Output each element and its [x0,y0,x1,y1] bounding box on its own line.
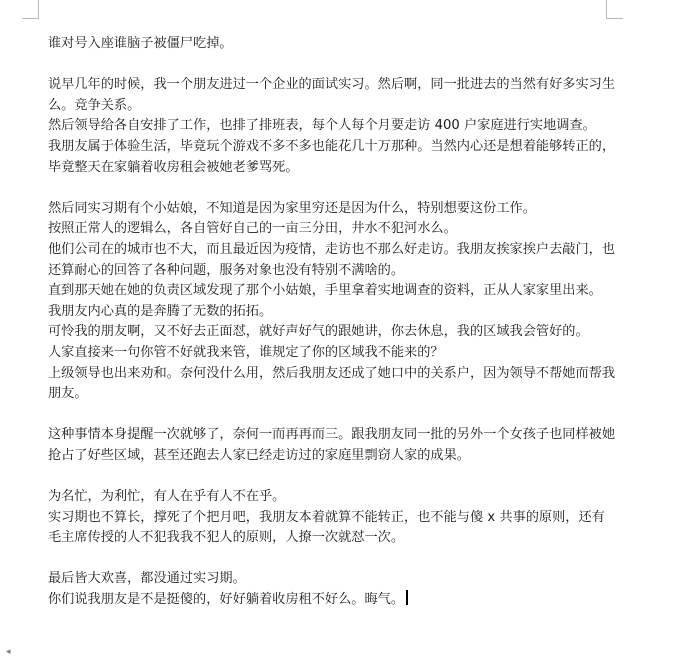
empty-paragraph[interactable] [48,405,618,426]
paragraph[interactable]: 然后领导给各自安排了工作，也排了排班表，每个人每个月要走访 400 户家庭进行实地调查。 [48,118,596,134]
paragraph[interactable]: 直到那天她在她的负责区域发现了那个小姑娘，手里拿着实地调查的资料，正从人家家里出来。 [48,283,602,299]
text-cursor [406,590,408,605]
page-corner-mark-top-left [22,0,39,19]
paragraph[interactable]: 为名忙，为利忙，有人在乎有人不在乎。 [48,489,286,505]
empty-paragraph[interactable] [48,466,618,487]
paragraph[interactable]: 最后皆大欢喜，都没通过实习期。 [48,571,246,587]
paragraph[interactable]: 按照正常人的逻辑么，各自管好自己的一亩三分田，井水不犯河水么。 [48,221,457,237]
paragraph[interactable]: 说早几年的时候，我一个朋友进过一个企业的面试实习。然后啊，同一批进去的当然有好多实习生么。竞争关系。 [48,77,616,113]
empty-paragraph[interactable] [48,178,618,199]
paragraph[interactable]: 你们说我朋友是不是挺傻的，好好躺着收房租不好么。晦气。 [48,590,618,611]
paragraph[interactable]: 可怜我的朋友啊，又不好去正面怼，就好声好气的跟她讲，你去休息，我的区域我会管好的。 [48,324,589,340]
paragraph[interactable]: 然后同实习期有个小姑娘，不知道是因为家里穷还是因为什么，特别想要这份工作。 [48,200,536,216]
paragraph[interactable]: 上级领导也出来劝和。奈何没什么用，然后我朋友还成了她口中的关系户，因为领导不帮她而帮我朋友。 [48,365,616,402]
paragraph[interactable]: 我朋友内心真的是奔腾了无数的拓拓。 [48,303,273,319]
paragraph[interactable]: 这种事情本身提醒一次就够了，奈何一而再再而三。跟我朋友同一批的另外一个女孩子也同样被她抢占了好些区域，甚至还跑去人家已经走访过的家庭里剽窃人家的成果。 [48,427,616,463]
paragraph[interactable]: 他们公司在的城市也不大，而且最近因为疫情，走访也不那么好走访。我朋友挨家挨户去敲门，也还算耐心的回答了各种问题，服务对象也没有特别不满啥的。 [48,241,616,278]
paragraph[interactable]: 实习期也不算长，撑死了个把月吧，我朋友本着就算不能转正，也不能与傻 x 共事的原则，还有毛主席传授的人不犯我我不犯人的原则，人撩一次就怼一次。 [48,509,605,546]
page-corner-mark-top-right [606,0,623,19]
document-body[interactable] [48,34,618,611]
margin-arrow-icon: ◂ [6,647,11,657]
paragraph[interactable]: 人家直接来一句你管不好就我来管，谁规定了你的区域我不能来的？ [48,344,444,360]
paragraph[interactable]: 我朋友属于体验生活，毕竟玩个游戏不多不多也能花几十万那种。当然内心还是想着能够转正的，毕竟整天在家躺着收房租会被她老爹骂死。 [48,138,616,175]
paragraph[interactable]: 谁对号入座谁脑子被僵尸吃掉。 [48,36,233,51]
empty-paragraph[interactable] [48,549,618,570]
empty-paragraph[interactable] [48,55,618,76]
